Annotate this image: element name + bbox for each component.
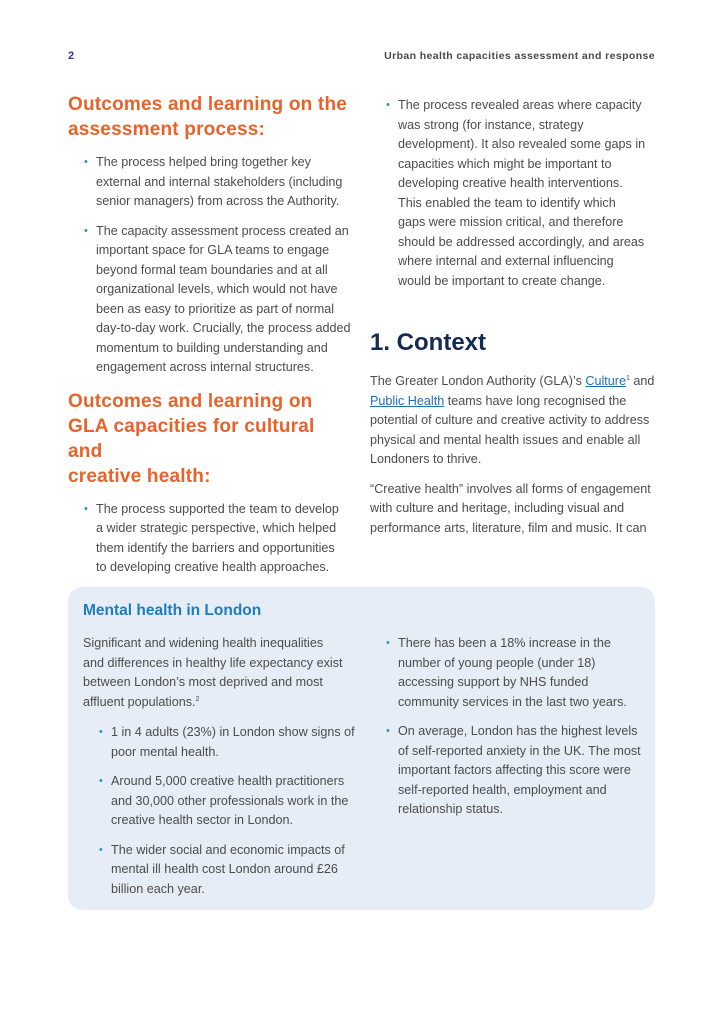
list-item: • There has been a 18% increase in the number of young people (under 18) accessing support by NHS funded community services in the last two years. (370, 634, 646, 712)
box-right-bullet-list (370, 634, 646, 820)
box-right-column (370, 634, 646, 820)
heading-line: assessment process: (68, 119, 266, 140)
list-item: • Around 5,000 creative health practitioners and 30,000 other professionals work in the creative health sector in London. (83, 772, 355, 831)
section-title-context: 1. Context (370, 329, 487, 356)
list-item: • The capacity assessment process created an important space for GLA teams to engage beyond formal team boundaries and at all organizational levels, which would not have been as easy to prioritize as part of normal day-to-day work. Crucially, the process added momentum to building understanding and engagement across internal structures. (68, 222, 353, 378)
text-run: The Greater London Authority (GLA)’s (370, 374, 586, 388)
heading-line: Outcomes and learning on the (68, 94, 348, 115)
text-run: Significant and widening health inequalities and differences in healthy life expectancy exist between London’s most deprived and most affluent populations. (83, 636, 343, 709)
heading-line: Outcomes and learning on (68, 390, 313, 412)
culture-link[interactable]: Culture (585, 374, 626, 388)
creative-health-paragraph: “Creative health” involves all forms of engagement with culture and heritage, including visual and performance arts, literature, film and music. It can (370, 481, 651, 535)
text-run: teams have long recognised the potential of culture and creative activity to address physical and mental health issues and enable all Londoners to thrive. (370, 393, 650, 466)
right-column (370, 92, 656, 538)
list-item: • The process revealed areas where capacity was strong (for instance, strategy development). It also revealed some gaps in capacities which might be important to developing creative health interventions. This enabled the team to identify which gaps were mission critical, and therefore should be addressed accordingly, and areas where internal and external influencing would be important to create change. (370, 96, 656, 291)
heading-gla-capacities (68, 389, 353, 489)
assessment-bullet-list (68, 153, 353, 378)
box-left-column (83, 634, 355, 899)
mental-health-callout-box (68, 587, 655, 910)
box-title: Mental health in London (83, 602, 262, 619)
context-paragraph (370, 372, 656, 470)
heading-assessment-process (68, 92, 353, 142)
running-title: Urban health capacities assessment and response (384, 50, 655, 62)
text-run: and (629, 374, 655, 388)
box-intro (83, 634, 355, 712)
list-item: • The process supported the team to develop a wider strategic perspective, which helped them identify the barriers and opportunities to developing creative health approaches. (68, 500, 353, 578)
public-health-link[interactable]: Public Health (370, 393, 445, 408)
right-bullet-list (370, 96, 656, 291)
list-item: • The wider social and economic impacts of mental ill health cost London around £26 billion each year. (83, 841, 355, 900)
box-left-bullet-list (83, 723, 355, 899)
list-item: • On average, London has the highest levels of self-reported anxiety in the UK. The most important factors affecting this score were self-reported health, employment and relationship status. (370, 722, 646, 820)
list-item: • 1 in 4 adults (23%) in London show signs of poor mental health. (83, 723, 355, 762)
left-column (68, 92, 353, 578)
list-item: • The process helped bring together key external and internal stakeholders (including senior managers) from across the Authority. (68, 153, 353, 212)
heading-line: GLA capacities for cultural and (68, 415, 315, 462)
heading-line: creative health: (68, 465, 211, 487)
page-number: 2 (68, 50, 75, 62)
capacities-bullet-list (68, 500, 353, 578)
footnote-ref: 1 (625, 374, 630, 382)
footnote-ref: 2 (195, 695, 200, 703)
